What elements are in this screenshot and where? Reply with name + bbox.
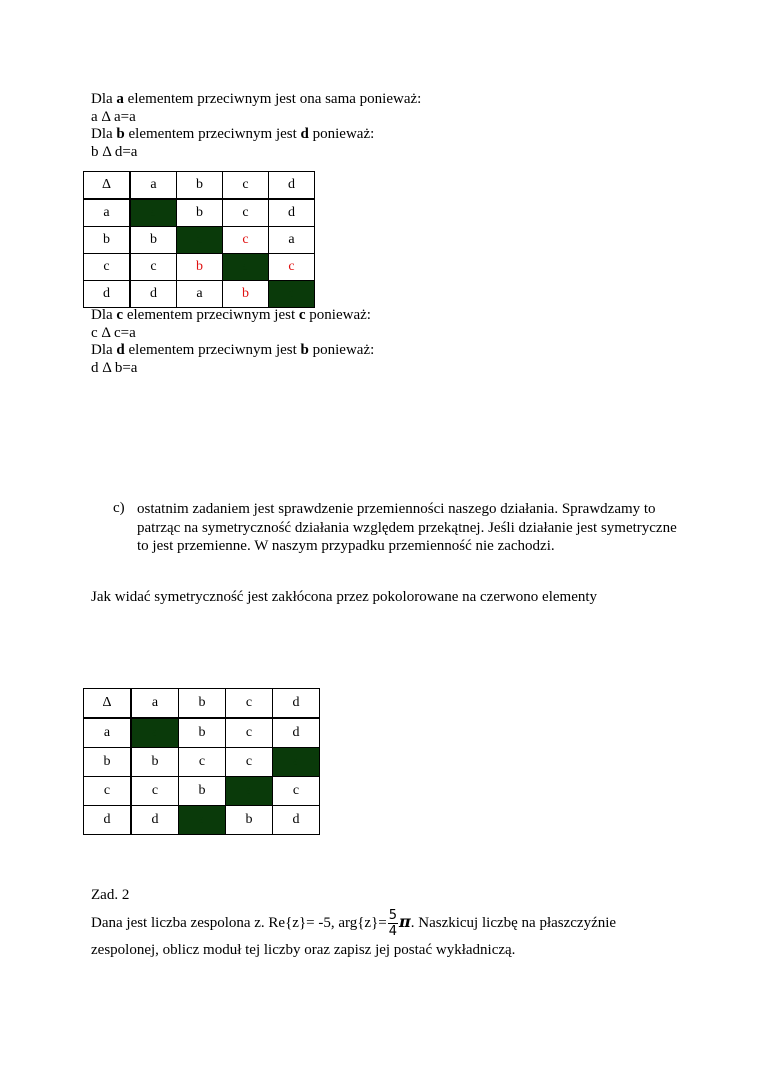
- table-cell-asymmetric: b: [223, 281, 269, 308]
- text: Dana jest liczba zespolona z. Re{z}= -5, arg{z}=: [91, 915, 387, 931]
- list-text: ostatnim zadaniem jest sprawdzenie przemienności naszego działania. Sprawdzamy to patrząc na symetryczność działania względem przekątnej. Jeśli działanie jest symetryczne to jest przemienne. W naszym przypadku przemienność nie zachodzi.: [137, 501, 677, 554]
- table-cell: a: [84, 718, 132, 748]
- task-text-line-2: zespolonej, oblicz moduł tej liczby oraz zapisz jej postać wykładniczą.: [91, 942, 516, 958]
- table-cell: b: [179, 718, 226, 748]
- table-cell: b: [84, 748, 132, 777]
- text-line-a-inverse: [91, 91, 421, 109]
- table-cell: c: [273, 777, 320, 806]
- text: Dla: [91, 91, 117, 107]
- table-cell: c: [223, 172, 269, 200]
- table-cell: d: [273, 689, 320, 719]
- bold-text: c: [116, 307, 124, 323]
- table-cell-highlighted: a: [273, 748, 320, 777]
- table-cell: a: [84, 199, 131, 227]
- table-cell-highlighted: d: [269, 281, 315, 308]
- fraction: [388, 908, 398, 939]
- text: Dla: [91, 307, 117, 323]
- table-cell-highlighted: a: [131, 718, 179, 748]
- task-heading: Zad. 2: [91, 887, 130, 903]
- operation-table-2: [83, 688, 320, 835]
- table-cell: b: [177, 172, 223, 200]
- text-line-b-inverse: [91, 126, 374, 144]
- fraction-numerator: 5: [388, 908, 398, 924]
- task-text-line-1: [91, 904, 616, 941]
- table-cell-highlighted: a: [223, 254, 269, 281]
- bold-text: b: [116, 126, 125, 142]
- bold-text: d: [300, 126, 309, 142]
- table-cell: b: [177, 199, 223, 227]
- table-cell: c: [84, 777, 132, 806]
- table-cell: c: [179, 748, 226, 777]
- equation-a: a Δ a=a: [91, 109, 136, 125]
- table-cell-asymmetric: c: [269, 254, 315, 281]
- table-cell-highlighted: a: [130, 199, 177, 227]
- text: ponieważ:: [305, 307, 371, 323]
- bold-text: b: [300, 342, 309, 358]
- table-cell: d: [269, 199, 315, 227]
- bold-text: d: [116, 342, 125, 358]
- table-cell: d: [273, 718, 320, 748]
- table-cell: d: [273, 806, 320, 835]
- operation-table-1: [83, 171, 315, 308]
- equation-d: d Δ b=a: [91, 360, 138, 376]
- table-cell-highlighted: a: [179, 806, 226, 835]
- text: elementem przeciwnym jest: [124, 126, 301, 142]
- table-cell: d: [84, 281, 131, 308]
- table-cell: Δ: [84, 172, 131, 200]
- table-cell: d: [84, 806, 132, 835]
- table-cell: d: [130, 281, 177, 308]
- table-cell: b: [179, 777, 226, 806]
- bold-text: a: [116, 91, 124, 107]
- table-cell: c: [130, 254, 177, 281]
- table-cell: b: [179, 689, 226, 719]
- list-label: c): [113, 500, 125, 516]
- table-cell: b: [131, 748, 179, 777]
- table-cell: c: [223, 199, 269, 227]
- table-cell: c: [131, 777, 179, 806]
- table-cell: b: [226, 806, 273, 835]
- table-cell: a: [177, 281, 223, 308]
- pi-symbol: π: [399, 912, 411, 931]
- table-cell-asymmetric: c: [223, 227, 269, 254]
- table-cell-highlighted: c: [177, 227, 223, 254]
- equation-c: c Δ c=a: [91, 325, 136, 341]
- text: Dla: [91, 342, 117, 358]
- bold-text: c: [298, 307, 306, 323]
- table-cell: c: [84, 254, 131, 281]
- text-line-d-inverse: [91, 342, 374, 360]
- text: Dla: [91, 126, 117, 142]
- text-line-c-inverse: [91, 307, 371, 325]
- equation-b: b Δ d=a: [91, 144, 138, 160]
- table-cell-highlighted: a: [226, 777, 273, 806]
- table-cell: c: [226, 748, 273, 777]
- text: ponieważ:: [308, 126, 375, 142]
- table-cell: a: [269, 227, 315, 254]
- table-cell: c: [226, 689, 273, 719]
- text: ponieważ:: [308, 342, 375, 358]
- table-cell: a: [130, 172, 177, 200]
- text: elementem przeciwnym jest: [124, 342, 301, 358]
- symmetry-note: Jak widać symetryczność jest zakłócona przez pokolorowane na czerwono elementy: [91, 589, 598, 605]
- text: elementem przeciwnym jest ona sama ponieważ:: [123, 91, 422, 107]
- text: . Naszkicuj liczbę na płaszczyźnie: [410, 915, 617, 931]
- table-cell: b: [84, 227, 131, 254]
- table-cell-asymmetric: b: [177, 254, 223, 281]
- fraction-denominator: 4: [388, 924, 398, 940]
- table-cell: Δ: [84, 689, 132, 719]
- table-cell: d: [269, 172, 315, 200]
- text: elementem przeciwnym jest: [123, 307, 299, 323]
- table-cell: b: [130, 227, 177, 254]
- table-cell: a: [131, 689, 179, 719]
- table-cell: d: [131, 806, 179, 835]
- table-cell: c: [226, 718, 273, 748]
